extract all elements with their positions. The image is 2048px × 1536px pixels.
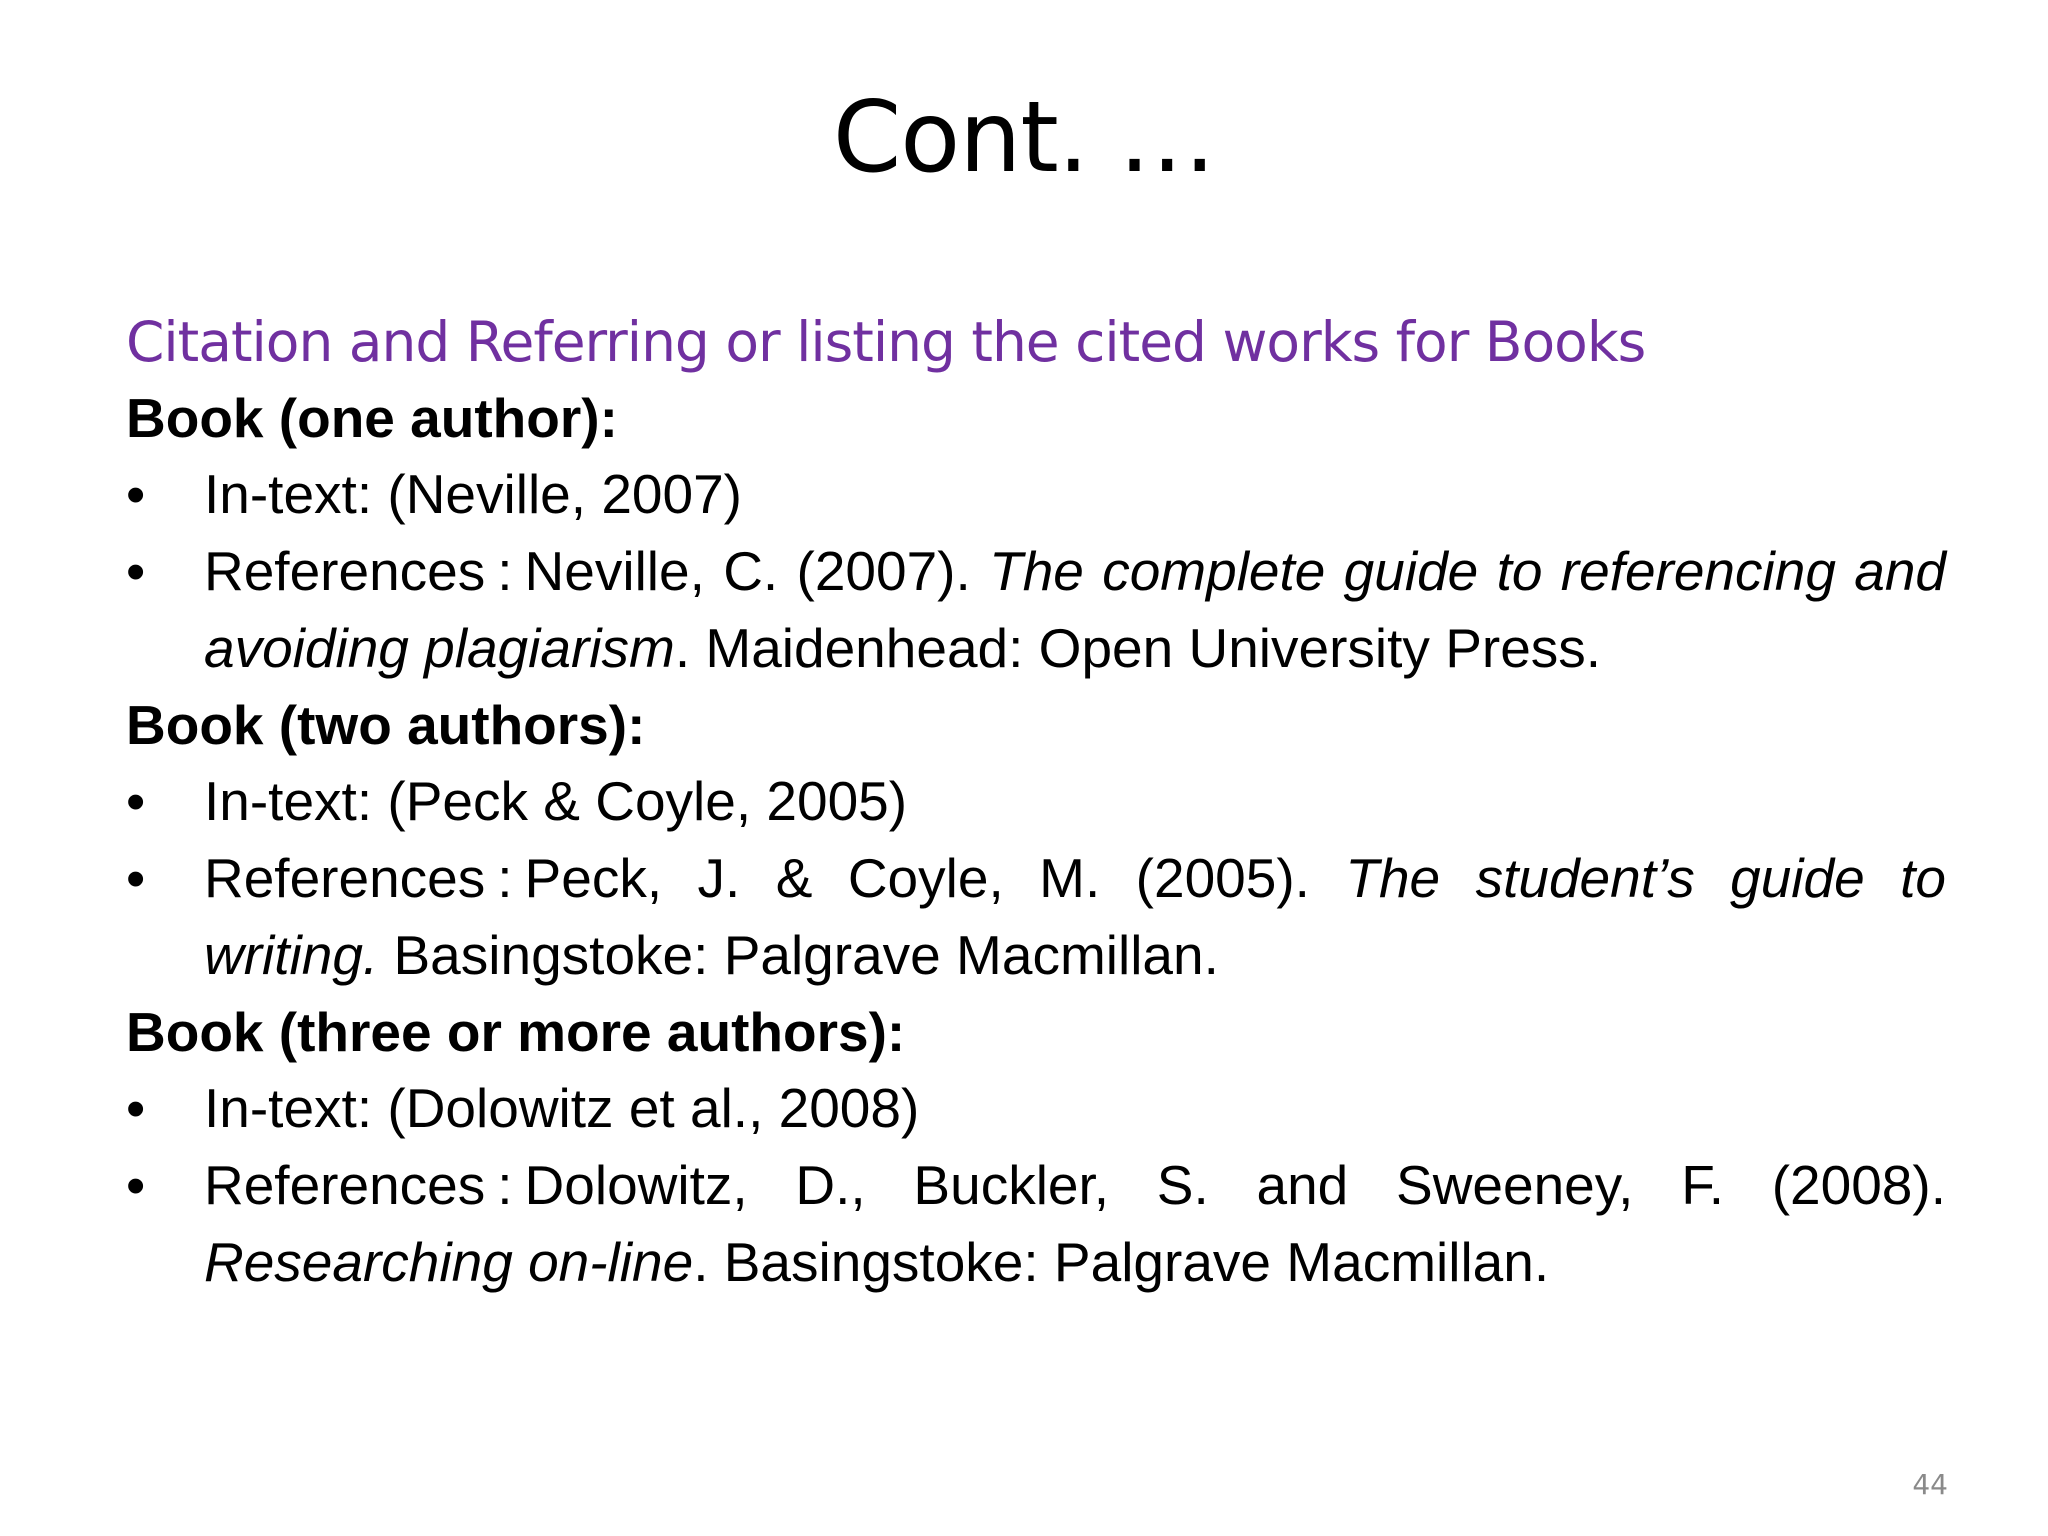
list-item-reference [126,840,1946,994]
list-item-in-text [126,763,1946,840]
list-item-in-text [126,456,1946,533]
bullet-icon: • [126,1154,146,1216]
reference-authors: Dolowitz, D., Buckler, S. and Sweeney, F. (2008). [524,1154,1946,1216]
list-item-in-text [126,1070,1946,1147]
slide-content [126,304,1946,1301]
reference-label: References [204,847,486,909]
reference-separator: : [497,1154,513,1216]
reference-title: Researching on-line [204,1231,694,1293]
section-heading-three-authors: Book (three or more authors): [126,1001,906,1063]
reference-publisher: . Maidenhead: Open University Press. [674,617,1602,679]
reference-publisher: . Basingstoke: Palgrave Macmillan. [693,1231,1550,1293]
reference-authors: Peck, J. & Coyle, M. (2005). [524,847,1346,909]
slide-subtitle: Citation and Referring or listing the cited works for Books [126,310,1646,374]
bullet-list-three-authors [126,1070,1946,1301]
page-number: 44 [1912,1468,1948,1501]
bullet-icon: • [126,463,146,525]
bullet-icon: • [126,770,146,832]
bullet-list-two-authors [126,763,1946,994]
reference-label: References [204,540,486,602]
bullet-icon: • [126,1077,146,1139]
reference-separator: : [497,540,513,602]
bullet-icon: • [126,847,146,909]
in-text-citation: In-text: (Dolowitz et al., 2008) [204,1077,920,1139]
list-item-reference [126,1147,1946,1301]
in-text-citation: In-text: (Neville, 2007) [204,463,742,525]
reference-authors: Neville, C. (2007). [524,540,990,602]
section-heading-one-author: Book (one author): [126,387,618,449]
slide-title: Cont. … [832,81,1216,195]
section-heading-two-authors: Book (two authors): [126,694,646,756]
in-text-citation: In-text: (Peck & Coyle, 2005) [204,770,908,832]
reference-separator: : [497,847,513,909]
list-item-reference [126,533,1946,687]
bullet-icon: • [126,540,146,602]
reference-title: The student’s guide to writing. [204,847,1946,986]
reference-label: References [204,1154,486,1216]
reference-title: The complete guide to referencing and avoiding plagiarism [204,540,1946,679]
reference-publisher: Basingstoke: Palgrave Macmillan. [378,924,1219,986]
bullet-list-one-author [126,456,1946,687]
